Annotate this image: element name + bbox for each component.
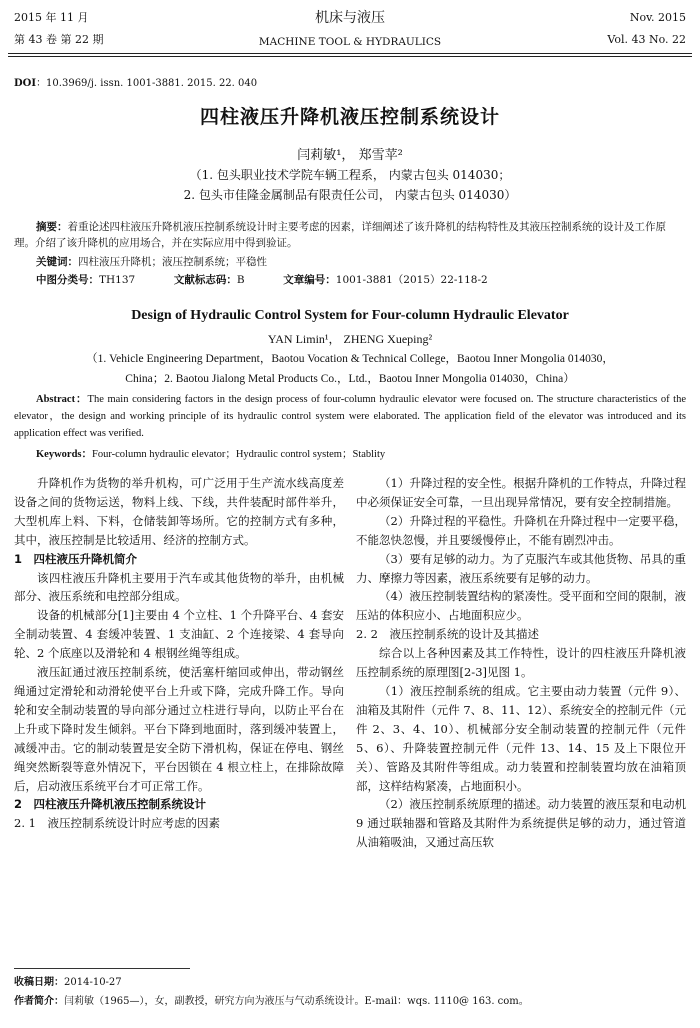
paper-title-cn: 四柱液压升降机液压控制系统设计 — [199, 106, 500, 128]
classification-line — [36, 272, 488, 288]
doc-code-label: 文献标志码： — [173, 274, 237, 286]
abstract-cn-label: 摘要： — [36, 221, 68, 233]
doi-label: DOI — [14, 78, 37, 89]
section-heading: 2 四柱液压升降机液压控制系统设计 — [14, 797, 206, 812]
affiliation-cn-2: 2. 包头市佳隆金属制品有限责任公司， 内蒙古包头 014030） — [183, 188, 517, 202]
clc-value: TH137 — [99, 274, 136, 286]
header-rule-bottom — [8, 56, 692, 57]
paragraph: （2）液压控制系统原理的描述。动力装置的液压泵和电动机 9 通过联轴器和管路及其附件为系统提供足够的动力，通过管道从油箱吸油，又通过高压软 — [356, 797, 686, 850]
paragraph: 升降机作为货物的举升机构，可广泛用于生产流水线高度差设备之间的货物运送，物料上线、下线，共件装配时部件举升，大型机库上料、下料，仓储装卸等场所。它的控制方式有多种，其中，液压控制是比较适用、经济的控制方式。 — [14, 476, 344, 547]
paragraph: （2）升降过程的平稳性。升降机在升降过程中一定要平稳，不能忽快忽慢，并且要缓慢停止，不能有剧烈冲击。 — [356, 513, 686, 547]
abstract-en-label: Abstract： — [36, 394, 88, 405]
article-no-value: 1001-3881（2015）22-118-2 — [335, 274, 488, 286]
authors-cn: 闫莉敏¹， 郑雪苹² — [297, 148, 403, 163]
keywords-en-label: Keywords： — [36, 449, 92, 460]
affiliation-cn-1: （1. 包头职业技术学院车辆工程系， 内蒙古包头 014030； — [189, 168, 511, 182]
paragraph: 液压缸通过液压控制系统，使活塞杆缩回或伸出，带动钢丝绳通过定滑轮和动滑轮使平台上升或下降，完成升降工作。导向轮和安全制动装置的导向部分通过立柱进行导向，以防止平台在上升或下降时发生倾斜。平台下降到地面时，落到缓冲装置上，减缓冲击。它的制动装置是安全防下滑机构，保证在停电、钢丝绳突然断裂等意外情况下，平台因锁在 4 根立柱上，在排除故障后，启动液压系统平台才可正常工作。 — [14, 665, 344, 793]
paragraph: （1）升降过程的安全性。根据升降机的工作特点，升降过程中必须保证安全可靠，一旦出现异常情况，要有安全控制措施。 — [356, 476, 686, 509]
journal-name-en: MACHINE TOOL & HYDRAULICS — [258, 36, 442, 48]
issue-date: 2015 年 11 月 — [14, 11, 89, 24]
paragraph: （4）液压控制装置结构的紧凑性。受平面和空间的限制，液压站的体积应小、占地面积应少。 — [356, 589, 686, 623]
section-heading: 1 四柱液压升降机简介 — [14, 551, 138, 566]
section-heading: 2. 1 液压控制系统设计时应考虑的因素 — [14, 816, 220, 831]
doc-code-value: B — [236, 274, 245, 286]
doi — [14, 74, 257, 89]
journal-name-cn: 机床与液压 — [315, 10, 385, 26]
volume-issue-en: Vol. 43 No. 22 — [607, 33, 686, 46]
author-bio-label: 作者简介： — [14, 996, 64, 1007]
footnote-rule — [14, 968, 190, 969]
authors-en: YAN Limin¹， ZHENG Xueping² — [267, 332, 433, 346]
paragraph: （1）液压控制系统的组成。它主要由动力装置（元件 9）、油箱及其附件（元件 7、8、11、12）、系统安全的控制元件（元件 2、3、4、10）、机械部分安全制动装置的控制元件（元件 5、6）、升降装置控制元件（元件 13、14、15 及上下限位开关）、管路及其附件等组成。动力装置和控制装置均放在油箱顶部，这样结构紧凑，占地面积小。 — [356, 683, 686, 793]
volume-issue: 第 43 卷 第 22 期 — [14, 33, 104, 46]
abstract-cn — [14, 219, 686, 251]
paragraph: 该四柱液压升降机主要用于汽车或其他货物的举升，由机械部分、液压系统和电控部分组成。 — [14, 570, 344, 604]
author-bio — [14, 994, 529, 1010]
paper-title-en: Design of Hydraulic Control System for Four-column Hydraulic Elevator — [131, 308, 569, 323]
keywords-cn-label: 关键词： — [36, 256, 78, 268]
issue-date-en: Nov. 2015 — [629, 11, 686, 24]
received-date — [14, 975, 122, 991]
keywords-cn — [36, 254, 267, 270]
article-no-label: 文章编号： — [283, 274, 336, 286]
affiliation-en-1: （1. Vehicle Engineering Department，Baotou Vocation & Technical College，Baotou Inner Mongolia 014030， — [86, 353, 614, 365]
header-rule-top — [8, 53, 692, 54]
paragraph: 设备的机械部分[1]主要由 4 个立柱、1 个升降平台、4 套安全制动装置、4 套缓冲装置、1 支油缸、2 个连接梁、4 套导向轮、2 个底座以及滑轮和 4 根钢丝绳等组成。 — [14, 608, 344, 661]
body-right-column — [356, 474, 686, 852]
abstract-en — [14, 391, 686, 442]
affiliation-en-2: China；2. Baotou Jialong Metal Products Co.，Ltd.，Baotou Inner Mongolia 014030，China） — [125, 373, 575, 385]
received-label: 收稿日期： — [14, 977, 64, 988]
received-value: 2014-10-27 — [64, 977, 122, 988]
keywords-en-text: Four-column hydraulic elevator；Hydraulic control system；Stablity — [92, 449, 386, 460]
clc-label: 中图分类号： — [36, 274, 99, 286]
doi-value: ：10.3969/j. issn. 1001-3881. 2015. 22. 040 — [36, 78, 258, 89]
keywords-en — [36, 446, 686, 463]
section-heading: 2. 2 液压控制系统的设计及其描述 — [356, 627, 539, 642]
abstract-en-text: The main considering factors in the design process of four-column hydraulic elevator were focused on. The structure characteristics of the elevator，the design and working principle of its hydraulic control system were elaborated. The application field of the elevator was introduced and its application effect was verified. — [14, 394, 686, 439]
author-bio-value: 闫莉敏（1965—），女，副教授，研究方向为液压与气动系统设计。E-mail：wqs. 1110@ 163. com。 — [64, 996, 529, 1007]
abstract-cn-text: 着重论述四柱液压升降机液压控制系统设计时主要考虑的因素，详细阐述了该升降机的结构特性及其液压控制系统的设计及工作原理。介绍了该升降机的应用场合，并在实际应用中得到验证。 — [14, 221, 666, 249]
paragraph: （3）要有足够的动力。为了克服汽车或其他货物、吊具的重力、摩擦力等因素，液压系统要有足够的动力。 — [356, 551, 686, 585]
keywords-cn-text: 四柱液压升降机；液压控制系统；平稳性 — [78, 256, 267, 268]
paragraph: 综合以上各种因素及其工作特性，设计的四柱液压升降机液压控制系统的原理图[2-3]见图 1。 — [356, 646, 686, 680]
body-left-column — [14, 474, 344, 833]
